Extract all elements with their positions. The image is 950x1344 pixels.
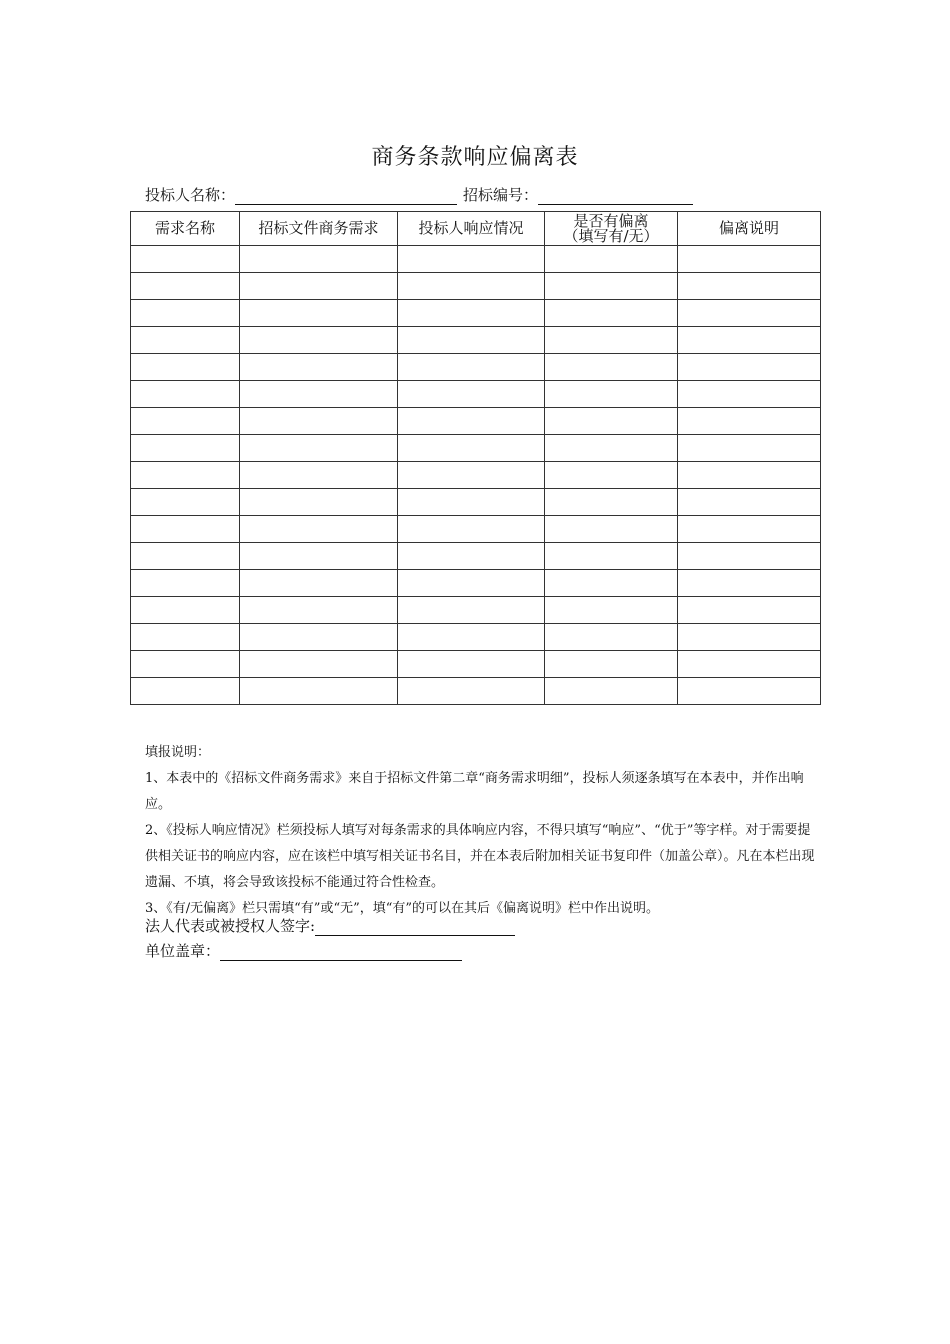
table-cell[interactable]: [678, 597, 821, 624]
table-cell[interactable]: [398, 462, 545, 489]
table-cell[interactable]: [131, 651, 240, 678]
bidder-name-field[interactable]: [145, 184, 457, 205]
table-cell[interactable]: [545, 570, 678, 597]
table-cell[interactable]: [678, 651, 821, 678]
table-cell[interactable]: [398, 354, 545, 381]
table-row: [131, 435, 821, 462]
table-cell[interactable]: [678, 327, 821, 354]
table-cell[interactable]: [131, 543, 240, 570]
table-cell[interactable]: [131, 678, 240, 705]
column-header-deviation-note: 偏离说明: [678, 212, 821, 246]
table-cell[interactable]: [678, 300, 821, 327]
table-cell[interactable]: [240, 516, 398, 543]
table-cell[interactable]: [545, 408, 678, 435]
table-cell[interactable]: [240, 381, 398, 408]
table-cell[interactable]: [678, 624, 821, 651]
unit-seal-field[interactable]: [145, 940, 462, 961]
table-cell[interactable]: [678, 462, 821, 489]
deviation-header-line2: （填写有/无）: [563, 226, 659, 245]
deviation-header-line1: 是否有偏离: [573, 211, 649, 230]
table-cell[interactable]: [398, 489, 545, 516]
table-cell[interactable]: [240, 570, 398, 597]
table-cell[interactable]: [545, 651, 678, 678]
table-body: [131, 246, 821, 705]
page-title: 商务条款响应偏离表: [371, 145, 579, 170]
table-row: [131, 678, 821, 705]
table-cell[interactable]: [678, 543, 821, 570]
table-row: [131, 624, 821, 651]
table-cell[interactable]: [398, 273, 545, 300]
table-row: [131, 462, 821, 489]
table-cell[interactable]: [678, 570, 821, 597]
table-row: [131, 597, 821, 624]
unit-seal-blank[interactable]: [220, 944, 462, 961]
table-cell[interactable]: [240, 435, 398, 462]
table-cell[interactable]: [545, 489, 678, 516]
table-cell[interactable]: [398, 516, 545, 543]
table-cell[interactable]: [545, 597, 678, 624]
unit-seal-label: 单位盖章：: [145, 942, 221, 960]
table-cell[interactable]: [678, 354, 821, 381]
table-cell[interactable]: [398, 651, 545, 678]
notes-section: [145, 740, 817, 922]
legal-rep-blank[interactable]: [315, 919, 515, 936]
table-cell[interactable]: [398, 408, 545, 435]
table-row: [131, 408, 821, 435]
column-header-deviation: [545, 212, 678, 246]
table-cell[interactable]: [240, 327, 398, 354]
table-cell[interactable]: [545, 354, 678, 381]
table-cell[interactable]: [398, 624, 545, 651]
table-cell[interactable]: [398, 597, 545, 624]
table-cell[interactable]: [398, 246, 545, 273]
table-cell[interactable]: [398, 435, 545, 462]
table-cell[interactable]: [678, 678, 821, 705]
table-cell[interactable]: [131, 300, 240, 327]
table-cell[interactable]: [240, 246, 398, 273]
table-row: [131, 381, 821, 408]
column-header-tender-requirement: 招标文件商务需求: [240, 212, 398, 246]
table-cell[interactable]: [131, 489, 240, 516]
table-row: [131, 570, 821, 597]
table-cell[interactable]: [131, 516, 240, 543]
table-cell[interactable]: [240, 651, 398, 678]
table-row: [131, 327, 821, 354]
table-cell[interactable]: [240, 408, 398, 435]
bidder-name-label: 投标人名称：: [145, 186, 236, 204]
table-cell[interactable]: [545, 300, 678, 327]
note-item-3: 3、《有/无偏离》栏只需填“有”或“无”，填“有”的可以在其后《偏离说明》栏中作出说明。: [145, 901, 660, 916]
bid-number-label: 招标编号：: [463, 186, 539, 204]
table-cell[interactable]: [545, 624, 678, 651]
table-cell[interactable]: [240, 462, 398, 489]
table-cell[interactable]: [240, 597, 398, 624]
bid-number-blank[interactable]: [538, 188, 693, 205]
table-cell[interactable]: [131, 273, 240, 300]
bid-number-field[interactable]: [463, 184, 693, 205]
table-cell[interactable]: [131, 246, 240, 273]
table-cell[interactable]: [398, 300, 545, 327]
table-cell[interactable]: [678, 408, 821, 435]
table-cell[interactable]: [131, 624, 240, 651]
table-row: [131, 246, 821, 273]
table-cell[interactable]: [545, 516, 678, 543]
table-cell[interactable]: [678, 435, 821, 462]
table-cell[interactable]: [240, 489, 398, 516]
table-cell[interactable]: [131, 462, 240, 489]
table-cell[interactable]: [240, 300, 398, 327]
column-header-requirement-name: 需求名称: [131, 212, 240, 246]
legal-rep-signature-field[interactable]: [145, 915, 515, 936]
table-cell[interactable]: [131, 354, 240, 381]
table-cell[interactable]: [240, 678, 398, 705]
table-row: [131, 273, 821, 300]
table-cell[interactable]: [678, 381, 821, 408]
table-cell[interactable]: [678, 273, 821, 300]
table-cell[interactable]: [398, 327, 545, 354]
bidder-name-blank[interactable]: [235, 188, 457, 205]
table-cell[interactable]: [131, 570, 240, 597]
table-cell[interactable]: [545, 246, 678, 273]
table-cell[interactable]: [678, 516, 821, 543]
note-item-1: 1、本表中的《招标文件商务需求》来自于招标文件第二章“商务需求明细”，投标人须逐条填写在本表中，并作出响应。: [145, 771, 804, 812]
table-row: [131, 516, 821, 543]
table-cell[interactable]: [398, 543, 545, 570]
deviation-table: [130, 211, 821, 705]
table-cell[interactable]: [545, 462, 678, 489]
table-row: [131, 489, 821, 516]
table-cell[interactable]: [545, 327, 678, 354]
table-cell[interactable]: [131, 435, 240, 462]
table-cell[interactable]: [131, 327, 240, 354]
table-cell[interactable]: [398, 570, 545, 597]
table-cell[interactable]: [240, 354, 398, 381]
table-cell[interactable]: [240, 624, 398, 651]
table-cell[interactable]: [678, 246, 821, 273]
table-row: [131, 543, 821, 570]
table-cell[interactable]: [398, 381, 545, 408]
notes-heading: 填报说明：: [145, 745, 211, 760]
table-cell[interactable]: [545, 435, 678, 462]
table-cell[interactable]: [131, 597, 240, 624]
table-row: [131, 651, 821, 678]
table-row: [131, 300, 821, 327]
table-header-row: [131, 212, 821, 246]
table-cell[interactable]: [131, 381, 240, 408]
table-cell[interactable]: [545, 381, 678, 408]
column-header-bidder-response: 投标人响应情况: [398, 212, 545, 246]
table-cell[interactable]: [240, 543, 398, 570]
table-cell[interactable]: [545, 273, 678, 300]
table-cell[interactable]: [545, 678, 678, 705]
legal-rep-label: 法人代表或被授权人签字:: [145, 917, 316, 935]
table-cell[interactable]: [240, 273, 398, 300]
table-row: [131, 354, 821, 381]
table-cell[interactable]: [131, 408, 240, 435]
table-cell[interactable]: [545, 543, 678, 570]
note-item-2: 2、《投标人响应情况》栏须投标人填写对每条需求的具体响应内容，不得只填写“响应”、“优于”等字样。对于需要提供相关证书的响应内容，应在该栏中填写相关证书名目，并在本表后附加相关证书复印件（加盖公章）。凡在本栏出现遗漏、不填，将会导致该投标不能通过符合性检查。: [145, 823, 815, 890]
table-cell[interactable]: [398, 678, 545, 705]
table-cell[interactable]: [678, 489, 821, 516]
